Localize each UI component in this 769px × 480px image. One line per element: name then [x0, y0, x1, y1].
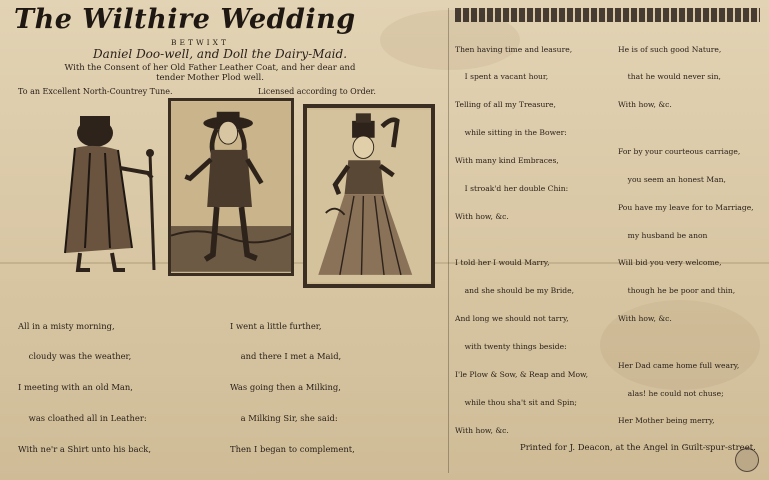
consent-line: With the Consent of her Old Father Leather Coat, and her dear and tender Mother Plod well.: [64, 63, 356, 83]
verse-line: Was going then a Milking,: [230, 382, 341, 393]
verse-line: Telling of all my Treasure,: [455, 100, 556, 110]
ballad-subtitle: Daniel Doo-well, and Doll the Dairy-Maid.: [92, 47, 348, 61]
verse-line: was cloathed all in Leather:: [18, 413, 147, 424]
verse-line: a Milking Sir, she said:: [230, 413, 338, 424]
verse-line: With how, &c.: [455, 211, 509, 221]
verse-column-3: [455, 26, 620, 446]
verse-line: For by your courteous carriage,: [618, 146, 741, 156]
ornament-border: [455, 8, 760, 22]
woodcut-old-man: [40, 98, 162, 274]
library-stamp: [735, 448, 759, 472]
verse-line: Her Dad came home full weary,: [618, 360, 740, 370]
license-line: Licensed according to Order.: [258, 87, 376, 96]
verse-line: that he would never sin,: [618, 72, 721, 82]
verse-line: Then I began to complement,: [230, 444, 355, 455]
verse-line: I stroak'd her double Chin:: [455, 184, 569, 194]
verse-line: With many kind Embraces,: [455, 156, 559, 166]
verse-line: Pou have my leave for to Marriage,: [618, 202, 754, 212]
verse-line: I spent a vacant hour,: [455, 72, 549, 82]
verse-column-1: [18, 300, 223, 470]
ballad-title: The Wilthire Wedding: [14, 4, 356, 35]
verse-line: With ne'r a Shirt unto his back,: [18, 444, 152, 455]
printer-imprint: Printed for J. Deacon, at the Angel in Guilt-spur-street.: [520, 443, 756, 453]
verse-line: And long we should not tarry,: [455, 314, 569, 324]
verse-line: I meeting with an old Man,: [18, 382, 133, 393]
verse-line: and she should be my Bride,: [455, 286, 575, 296]
verse-line: you seem an honest Man,: [618, 174, 726, 184]
verse-line: though he be poor and thin,: [618, 286, 736, 296]
verse-line: while sitting in the Bower:: [455, 128, 567, 138]
verse-line: Will bid you very welcome,: [618, 258, 722, 268]
verse-line: while thou sha't sit and Spin;: [455, 397, 577, 407]
verse-line: alas! he could not chuse;: [618, 388, 724, 398]
verse-line: cloudy was the weather,: [18, 351, 132, 362]
verse-column-2: [230, 300, 442, 470]
verse-line: I'le Plow & Sow, & Reap and Mow,: [455, 369, 589, 379]
woodcut-dairy-maid: [303, 104, 435, 288]
verse-line: I went a little further,: [230, 320, 322, 331]
verse-line: With how, &c.: [618, 100, 672, 110]
verse-line: Then having time and leasure,: [455, 44, 573, 54]
verse-line: All in a misty morning,: [18, 320, 115, 331]
woodcut-young-man: [168, 98, 294, 276]
verse-line: I told her I would Marry,: [455, 258, 550, 268]
verse-line: and there I met a Maid,: [230, 351, 342, 362]
column-divider: [448, 8, 449, 473]
tune-line: To an Excellent North-Countrey Tune.: [18, 87, 173, 96]
betwixt-label: BETWIXT: [170, 38, 229, 47]
verse-line: Her Mother being merry,: [618, 416, 715, 426]
verse-line: He is of such good Nature,: [618, 44, 722, 54]
verse-line: With how, &c.: [618, 314, 672, 324]
verse-line: With how, &c.: [455, 425, 509, 435]
verse-column-4: [618, 26, 766, 446]
verse-line: with twenty things beside:: [455, 342, 567, 352]
verse-line: my husband be anon: [618, 230, 708, 240]
